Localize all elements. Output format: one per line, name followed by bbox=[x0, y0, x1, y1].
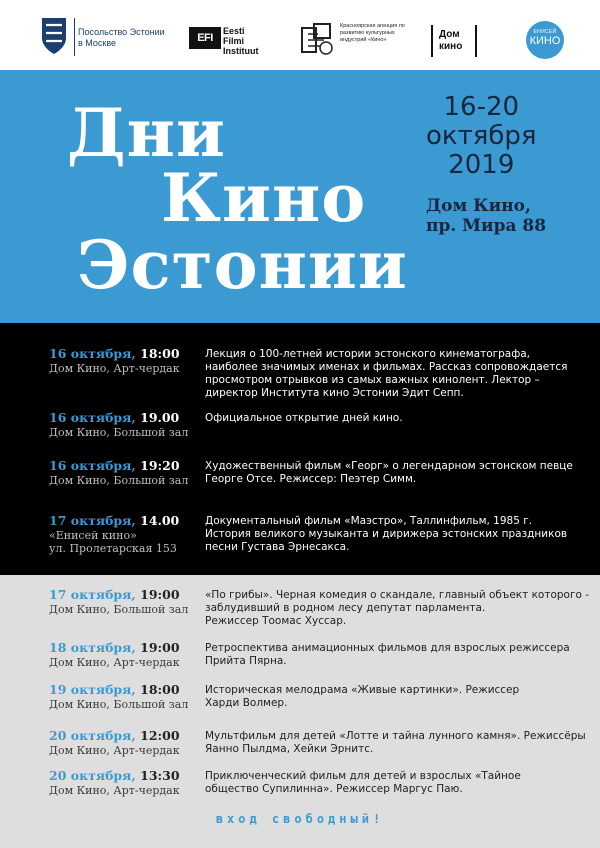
desc-line: Художественный фильм «Георг» о легендарном эстонском певце bbox=[205, 460, 573, 472]
logo-bar bbox=[0, 0, 600, 70]
event-time: 13:30 bbox=[135, 768, 180, 783]
estonian-coat-of-arms-icon bbox=[40, 16, 68, 56]
dom-kino-logo bbox=[431, 25, 477, 57]
desc-line: наиболее значимых именах и фильмах. Рассказ сопровождается bbox=[205, 361, 568, 373]
kfh-logo-icon bbox=[300, 22, 336, 58]
festival-venue bbox=[426, 196, 546, 236]
event-venue: Дом Кино, Большой зал bbox=[49, 426, 189, 439]
efi-line1: Eesti bbox=[223, 26, 245, 36]
event-date bbox=[49, 346, 180, 361]
event-date bbox=[49, 458, 180, 473]
event-time: 19:00 bbox=[135, 640, 180, 655]
desc-line: заблудивший в родном лесу депутат парламента. bbox=[205, 602, 486, 614]
event-day: 16 октября, bbox=[49, 410, 136, 425]
embassy-divider bbox=[74, 18, 75, 56]
event-day: 16 октября, bbox=[49, 346, 136, 361]
desc-line: Лекция о 100-летней истории эстонского кинематографа, bbox=[205, 348, 530, 360]
event-date bbox=[49, 410, 179, 425]
desc-line: Режиссер Тоомас Хуссар. bbox=[205, 615, 347, 627]
event-description bbox=[205, 730, 586, 756]
desc-line: Прийта Пярна. bbox=[205, 655, 287, 667]
event-description bbox=[205, 412, 575, 425]
title-line-2: Кино bbox=[161, 159, 367, 237]
desc-line: «По грибы». Черная комедия о скандале, главный объект которого - bbox=[205, 589, 590, 601]
venue-line1: Дом Кино, bbox=[426, 196, 531, 216]
dom-kino-line1: Дом bbox=[439, 29, 460, 40]
desc-line: Георге Отсе. Режиссер: Пеэтер Симм. bbox=[205, 473, 417, 485]
event-venue: Дом Кино, Арт-чердак bbox=[49, 784, 180, 797]
event-venue: Дом Кино, Большой зал bbox=[49, 603, 189, 616]
desc-line: История великого музыканта и дирижера эстонских праздников bbox=[205, 528, 568, 540]
event-description bbox=[205, 684, 575, 710]
desc-line: общество Супилинна». Режиссер Маргус Паю. bbox=[205, 783, 463, 795]
event-date bbox=[49, 728, 180, 743]
date-month: октября bbox=[426, 121, 537, 151]
event-time: 19.00 bbox=[135, 410, 180, 425]
event-date bbox=[49, 682, 180, 697]
event-venue-address: ул. Пролетарская 153 bbox=[49, 542, 177, 555]
embassy-line2: в Москве bbox=[78, 38, 117, 48]
enisey-kino-logo bbox=[526, 21, 564, 59]
efi-logo-mark: EFI bbox=[189, 27, 221, 49]
desc-line: просмотром отрывков из самых важных кинолент. Лектор – bbox=[205, 374, 540, 386]
date-range: 16-20 bbox=[443, 92, 520, 122]
event-venue: Дом Кино, Арт-чердак bbox=[49, 744, 180, 757]
title-line-1: Дни bbox=[67, 94, 226, 172]
event-day: 16 октября, bbox=[49, 458, 136, 473]
event-description bbox=[205, 589, 590, 628]
desc-line: директор Института кино Эстонии Эдит Сепп. bbox=[205, 387, 464, 399]
event-time: 19:20 bbox=[135, 458, 180, 473]
event-date bbox=[49, 587, 180, 602]
festival-dates bbox=[426, 93, 537, 180]
event-day: 19 октября, bbox=[49, 682, 136, 697]
desc-line: песни Густава Эрнесакса. bbox=[205, 541, 350, 553]
desc-line: Историческая мелодрама «Живые картинки». Режиссер bbox=[205, 684, 520, 696]
event-time: 12:00 bbox=[135, 728, 180, 743]
desc-line: Мультфильм для детей «Лотте и тайна лунного камня». Режиссёры bbox=[205, 730, 586, 742]
event-description bbox=[205, 348, 575, 400]
event-venue: Дом Кино, Большой зал bbox=[49, 474, 189, 487]
event-venue: «Енисей кино» bbox=[49, 529, 137, 542]
embassy-line1: Посольство Эстонии bbox=[78, 27, 165, 37]
title-line-3: Эстонии bbox=[77, 226, 408, 304]
event-date bbox=[49, 640, 180, 655]
desc-line: Официальное открытие дней кино. bbox=[205, 412, 403, 424]
kfh-logo-text: Красноярская агенция по развитию культурных индустрий «Кино» bbox=[340, 23, 405, 43]
event-time: 18:00 bbox=[135, 346, 180, 361]
desc-line: Ретроспектива анимационных фильмов для взрослых режиссера bbox=[205, 642, 570, 654]
event-time: 14.00 bbox=[135, 513, 180, 528]
venue-line2: пр. Мира 88 bbox=[426, 216, 547, 236]
embassy-logo-text bbox=[78, 27, 165, 49]
event-description bbox=[205, 770, 575, 796]
event-day: 20 октября, bbox=[49, 768, 136, 783]
event-day: 18 октября, bbox=[49, 640, 136, 655]
desc-line: Яанно Пылдма, Хейки Эрнитс. bbox=[205, 743, 374, 755]
event-day: 17 октября, bbox=[49, 587, 136, 602]
event-description bbox=[205, 460, 575, 486]
event-venue: Дом Кино, Большой зал bbox=[49, 698, 189, 711]
efi-line3: Instituut bbox=[223, 46, 259, 56]
event-venue: Дом Кино, Арт-чердак bbox=[49, 362, 180, 375]
efi-logo-text bbox=[223, 26, 259, 56]
enisey-big-text: КИНО bbox=[529, 35, 561, 47]
event-date bbox=[49, 768, 180, 783]
date-year: 2019 bbox=[448, 150, 515, 180]
desc-line: Харди Волмер. bbox=[205, 697, 288, 709]
event-time: 18:00 bbox=[135, 682, 180, 697]
event-day: 20 октября, bbox=[49, 728, 136, 743]
event-time: 19:00 bbox=[135, 587, 180, 602]
event-venue: Дом Кино, Арт-чердак bbox=[49, 656, 180, 669]
event-date bbox=[49, 513, 179, 528]
desc-line: Документальный фильм «Маэстро», Таллинфильм, 1985 г. bbox=[205, 515, 533, 527]
event-description bbox=[205, 515, 575, 554]
event-day: 17 октября, bbox=[49, 513, 136, 528]
enisey-small-text: ЕНИСЕЙ bbox=[533, 29, 557, 35]
desc-line: Приключенческий фильм для детей и взрослых «Тайное bbox=[205, 770, 521, 782]
event-description bbox=[205, 642, 575, 668]
free-entry-note: вход свободный! bbox=[215, 812, 385, 826]
dom-kino-line2: кино bbox=[439, 41, 463, 52]
efi-line2: Filmi bbox=[223, 36, 245, 46]
